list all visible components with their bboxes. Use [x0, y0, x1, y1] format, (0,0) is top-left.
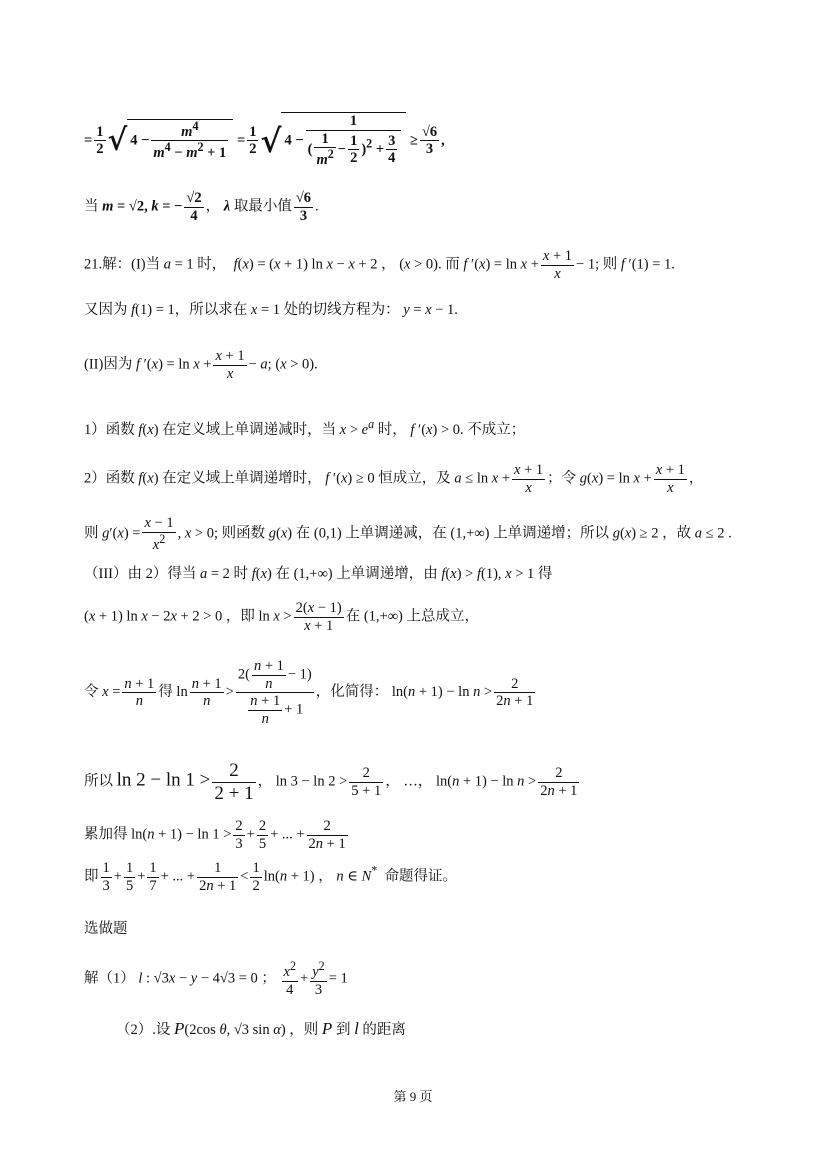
conclusion-line: 即 $\frac{1}{3}$ + $\frac{1}{5}$ + $\frac{1}{7}$ + ... + $\frac{1}{2n + 1}$ < $\frac{1}{2}$ ln(n + 1) ， n ∈ N* 命题得证。	[84, 860, 458, 894]
tangent-line-text: 又因为 f(1) = 1，所以求在 x = 1 处的切线方程为： y = x − 1.	[84, 302, 458, 318]
summation-line: 累加得 ln(n + 1) − ln 1 > $\frac{2}{3}$ + $\frac{2}{5}$ + ... + $\frac{2}{2n + 1}$	[84, 818, 346, 852]
elective-part-2: （2）.设 P(2cos θ, √3 sin α) ，则 P 到 l 的距离	[116, 1019, 406, 1038]
page-number: 第 9 页	[393, 1089, 433, 1104]
g-derivative-text: 则 g′(x) = $\frac{x - 1}{x^2}$ , x > 0; 则函数 g(x) 在 (0,1) 上单调递减，在 (1,+∞) 上单调递增；所以 g(x) ≥ 2 ，故 a ≤ 2 .	[84, 515, 732, 553]
problem-21-part-2: (II)因为 f ′(x) = ln x + $\frac{x + 1}{x}$ − a; (x > 0).	[84, 348, 318, 382]
case-2-text: 2）函数 f(x) 在定义域上单调递增时， f ′(x) ≥ 0 恒成立，及 a ≤ ln x + $\frac{x + 1}{x}$ ；令 g(x) = ln x + $\frac{x + 1}{x}$ ，	[84, 462, 704, 496]
equation-line-2: 当 m = √2, k = − $\frac{√2}{4}$ ， λ 取最小值 $\frac{√6}{3}$ .	[84, 190, 319, 224]
problem-21-part-3: （III）由 2）得当 a = 2 时 f(x) 在 (1,+∞) 上单调递增，由 f(x) > f(1), x > 1 得	[84, 566, 553, 582]
inequality-line: (x + 1) ln x − 2x + 2 > 0 ，即 ln x > $\frac{2(x - 1)}{x + 1}$ 在 (1,+∞) 上总成立，	[84, 600, 479, 634]
elective-part-1: 解（1） l : √3x − y − 4√3 = 0 ； $\frac{x^2}{4}$ + $\frac{y^2}{3}$ = 1	[84, 959, 348, 998]
problem-21-part-1: 21.解：(I)当 a = 1 时， f(x) = (x + 1) ln x − x + 2 ， (x > 0). 而 f ′(x) = ln x + $\frac{x + 1}{x}$ − 1; 则 f ′(1) = 1.	[84, 248, 675, 282]
equation-line-1: = $\frac{1}{2}$ √ 4 − $\frac{m^4}{m^4 - m^2 + 1}$ = $\frac{1}{2}$ √ 4 − 1 ( $\frac{1}{m^2}$ − $\frac{1}{2}$ )$^2$ + $\frac{3}{4}$ ≥ $\frac{√6}{3}$ ,	[84, 113, 445, 169]
chain-inequalities: 所以 ln 2 − ln 1 > $\frac{2}{2 + 1}$ ， ln 3 − ln 2 > $\frac{2}{5 + 1}$ ， …， ln(n + 1) − ln n > $\frac{2}{2n + 1}$	[84, 760, 578, 804]
substitution-line: 令 x = $\frac{n + 1}{n}$ 得 ln $\frac{n + 1}{n}$ > 2( $\frac{n + 1}{n}$ − 1) $\frac{n + 1}{n}$ + 1 ，化简得： ln(n + 1) − ln n > $\frac{2}{2n + 1}$	[84, 658, 534, 728]
section-heading: 选做题	[84, 921, 128, 937]
case-1-text: 1）函数 f(x) 在定义域上单调递减时，当 $x > e^a$ 时， f ′(x) > 0. 不成立；	[84, 417, 526, 438]
